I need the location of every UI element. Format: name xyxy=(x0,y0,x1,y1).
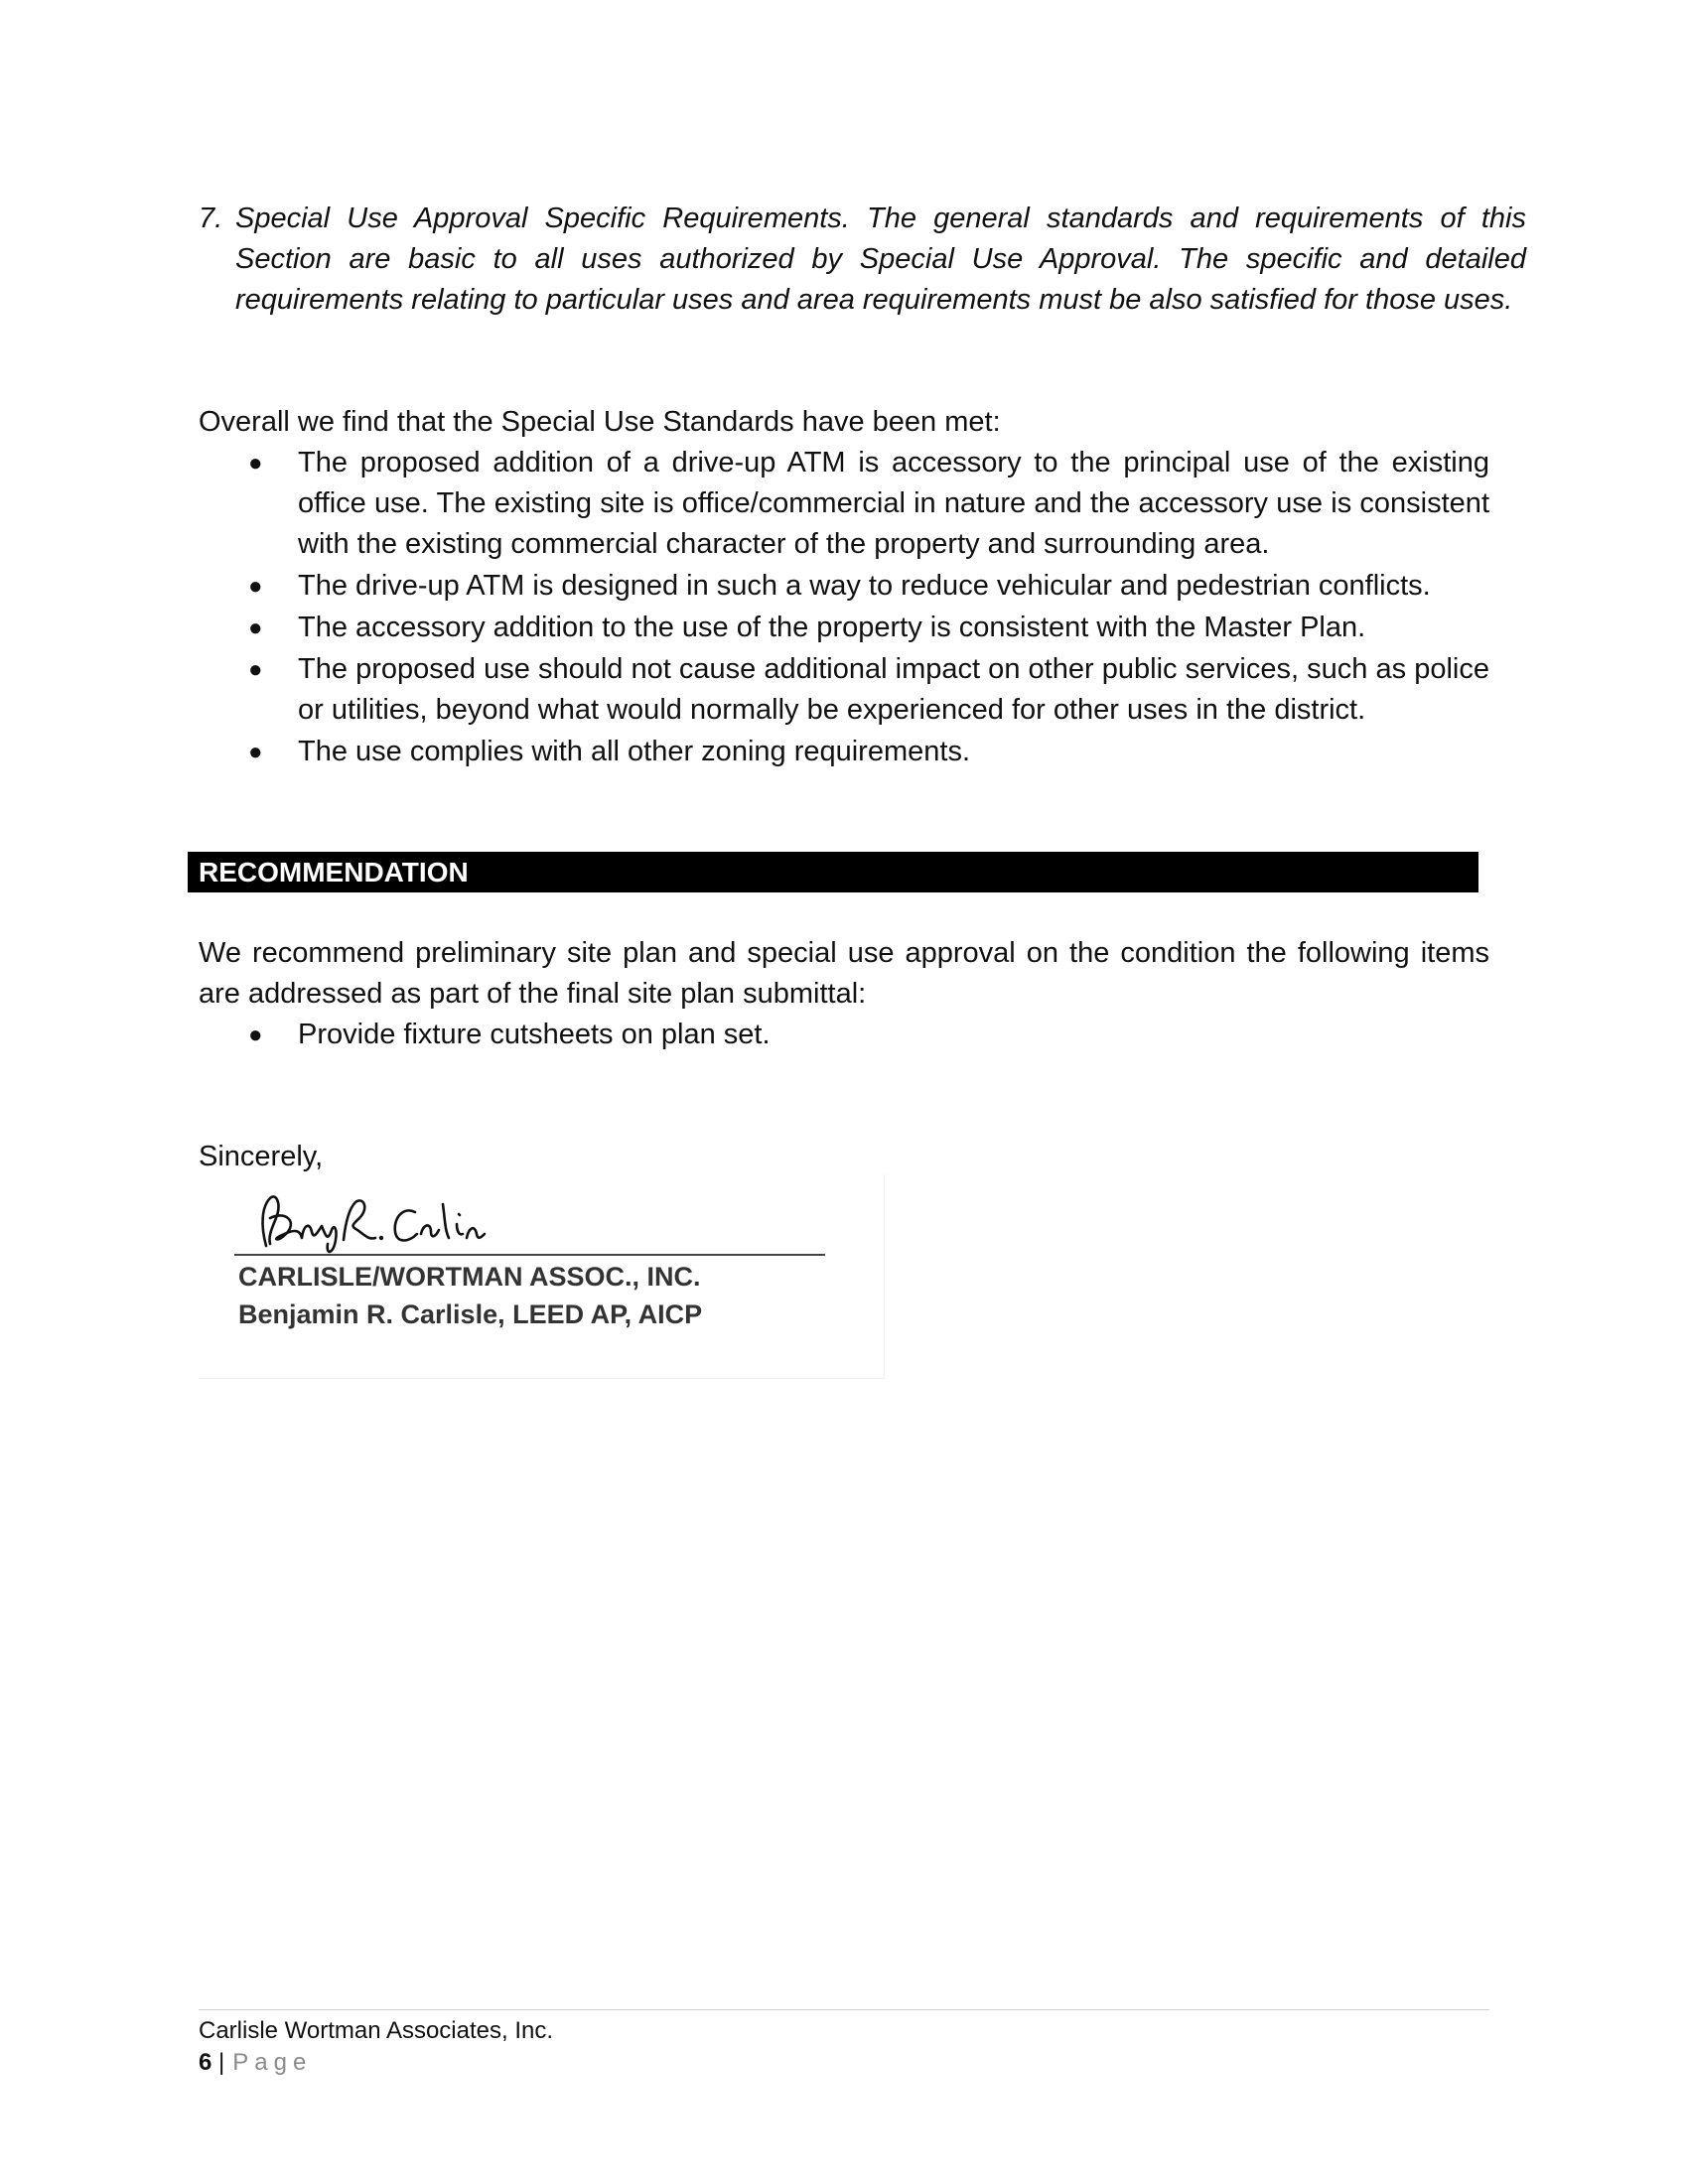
signature-firm: CARLISLE/WORTMAN ASSOC., INC. xyxy=(238,1262,701,1292)
requirement-item-7 xyxy=(199,199,1526,321)
signature-line xyxy=(234,1254,825,1256)
footer-company: Carlisle Wortman Associates, Inc. xyxy=(199,2017,554,2044)
signature-block xyxy=(199,1174,885,1379)
handwritten-signature xyxy=(246,1184,544,1264)
standards-list xyxy=(199,443,1489,772)
item-text: Special Use Approval Specific Requirements. The general standards and requirements of this Section are basic to all uses authorized by Special Use Approval. The specific and detailed requirements relating to particular uses and area requirements must be also satisfied for those uses. xyxy=(235,203,1526,316)
recommendation-list xyxy=(199,1015,1489,1055)
list-item: ● The use complies with all other zoning requirements. xyxy=(199,732,1489,772)
bullet-dot-icon: ● xyxy=(248,573,263,600)
list-item: ● The drive-up ATM is designed in such a way to reduce vehicular and pedestrian conflicts. xyxy=(199,566,1489,607)
bullet-dot-icon: ● xyxy=(248,1022,263,1048)
standards-intro: Overall we find that the Special Use Standards have been met: xyxy=(199,406,1001,438)
footer-page-number xyxy=(199,2047,312,2079)
recommendation-header: RECOMMENDATION xyxy=(188,852,1478,892)
signature-name: Benjamin R. Carlisle, LEED AP, AICP xyxy=(238,1299,703,1329)
list-item: ● The accessory addition to the use of the property is consistent with the Master Plan. xyxy=(199,608,1489,648)
bullet-dot-icon: ● xyxy=(248,450,263,477)
recommendation-body: We recommend preliminary site plan and special use approval on the condition the following items are addressed as part of the final site plan submittal: xyxy=(199,937,1489,1010)
page-separator: | xyxy=(218,2049,225,2076)
list-item: ● Provide fixture cutsheets on plan set. xyxy=(199,1015,1489,1055)
closing-salutation: Sincerely, xyxy=(199,1141,324,1172)
bullet-dot-icon: ● xyxy=(248,739,263,765)
bullet-dot-icon: ● xyxy=(248,656,263,683)
page-number: 6 xyxy=(199,2049,212,2076)
bullet-dot-icon: ● xyxy=(248,614,263,641)
item-number: 7. xyxy=(199,203,223,234)
footer-divider xyxy=(199,2009,1489,2010)
list-item: ● The proposed use should not cause additional impact on other public services, such as police or utilities, beyond what would normally be experienced for other uses in the district. xyxy=(199,649,1489,731)
page-label: Page xyxy=(232,2049,313,2076)
list-item: ● The proposed addition of a drive-up ATM is accessory to the principal use of the existing office use. The existing site is office/commercial in nature and the accessory use is consistent with the existing commercial character of the property and surrounding area. xyxy=(199,443,1489,565)
